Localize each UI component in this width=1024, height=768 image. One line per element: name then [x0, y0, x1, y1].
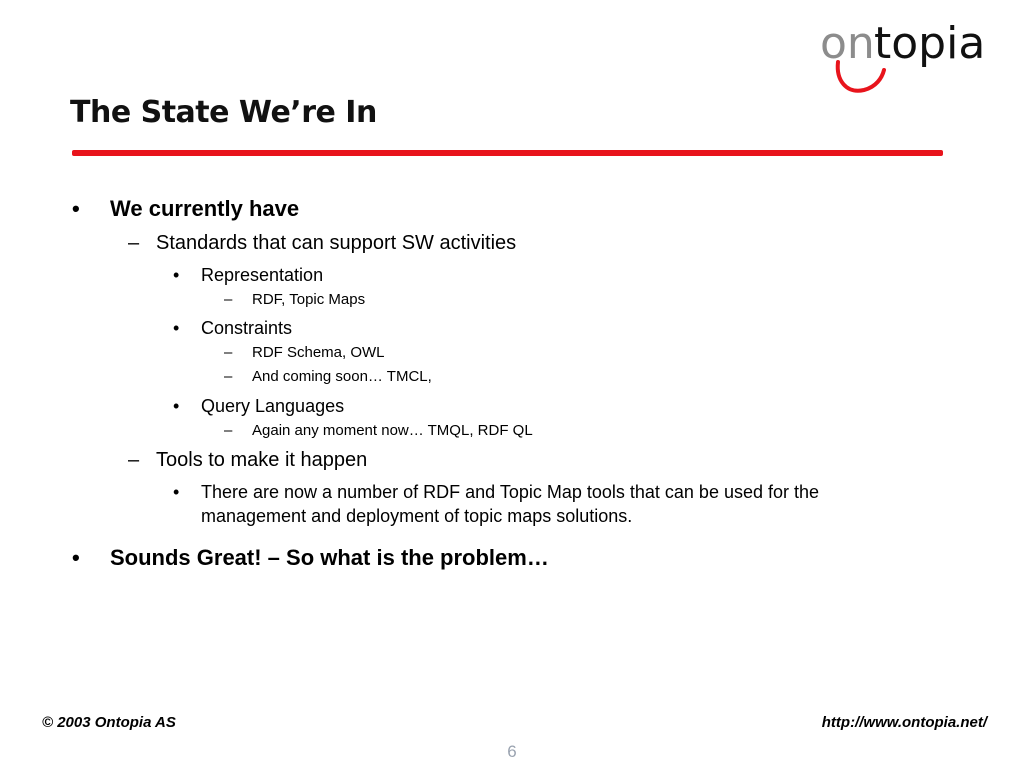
bullet-level1 — [72, 196, 299, 222]
bullet-level4 — [224, 344, 385, 361]
bullet-text: Query Languages — [201, 396, 345, 416]
logo-text-on: on — [820, 18, 875, 69]
bullet-level3 — [173, 316, 901, 340]
bullet-marker: – — [128, 232, 140, 254]
bullet-text: We currently have — [110, 196, 300, 221]
bullet-level4 — [224, 291, 365, 308]
bullet-level3 — [173, 480, 901, 528]
bullet-level1 — [72, 545, 549, 571]
bullet-marker: • — [173, 396, 180, 416]
bullet-marker: • — [173, 265, 180, 285]
bullet-level4 — [224, 422, 533, 439]
bullet-text: Sounds Great! – So what is the problem… — [110, 545, 549, 570]
bullet-level4 — [224, 368, 432, 385]
bullet-text: Constraints — [201, 318, 293, 338]
footer-copyright: © 2003 Ontopia AS — [42, 714, 176, 731]
bullet-level3 — [173, 394, 901, 418]
bullet-marker: – — [128, 449, 140, 471]
footer-url: http://www.ontopia.net/ — [821, 714, 987, 731]
bullet-marker: – — [224, 344, 233, 361]
bullet-marker: – — [224, 291, 233, 308]
bullet-marker: • — [72, 545, 80, 570]
bullet-level2 — [128, 449, 367, 472]
bullet-text: Standards that can support SW activities — [156, 232, 517, 254]
bullet-text: Representation — [201, 265, 324, 285]
bullet-marker: – — [224, 368, 233, 385]
bullet-level3 — [173, 263, 901, 287]
bullet-text: Again any moment now… TMQL, RDF QL — [252, 422, 533, 439]
logo-text-topia: topia — [874, 18, 986, 69]
bullet-text: Tools to make it happen — [156, 449, 368, 471]
bullet-text: RDF, Topic Maps — [252, 291, 366, 308]
bullet-level2 — [128, 232, 516, 255]
bullet-marker: • — [72, 196, 80, 221]
bullet-text: There are now a number of RDF and Topic Map tools that can be used for the management and deployment of topic maps solutions. — [201, 482, 820, 526]
bullet-marker: – — [224, 422, 233, 439]
bullet-marker: • — [173, 318, 180, 338]
bullet-marker: • — [173, 482, 180, 502]
slide-title: The State We’re In — [70, 95, 377, 130]
page-number: 6 — [507, 742, 517, 761]
bullet-text: RDF Schema, OWL — [252, 344, 385, 361]
bullet-text: And coming soon… TMCL, — [252, 368, 432, 385]
